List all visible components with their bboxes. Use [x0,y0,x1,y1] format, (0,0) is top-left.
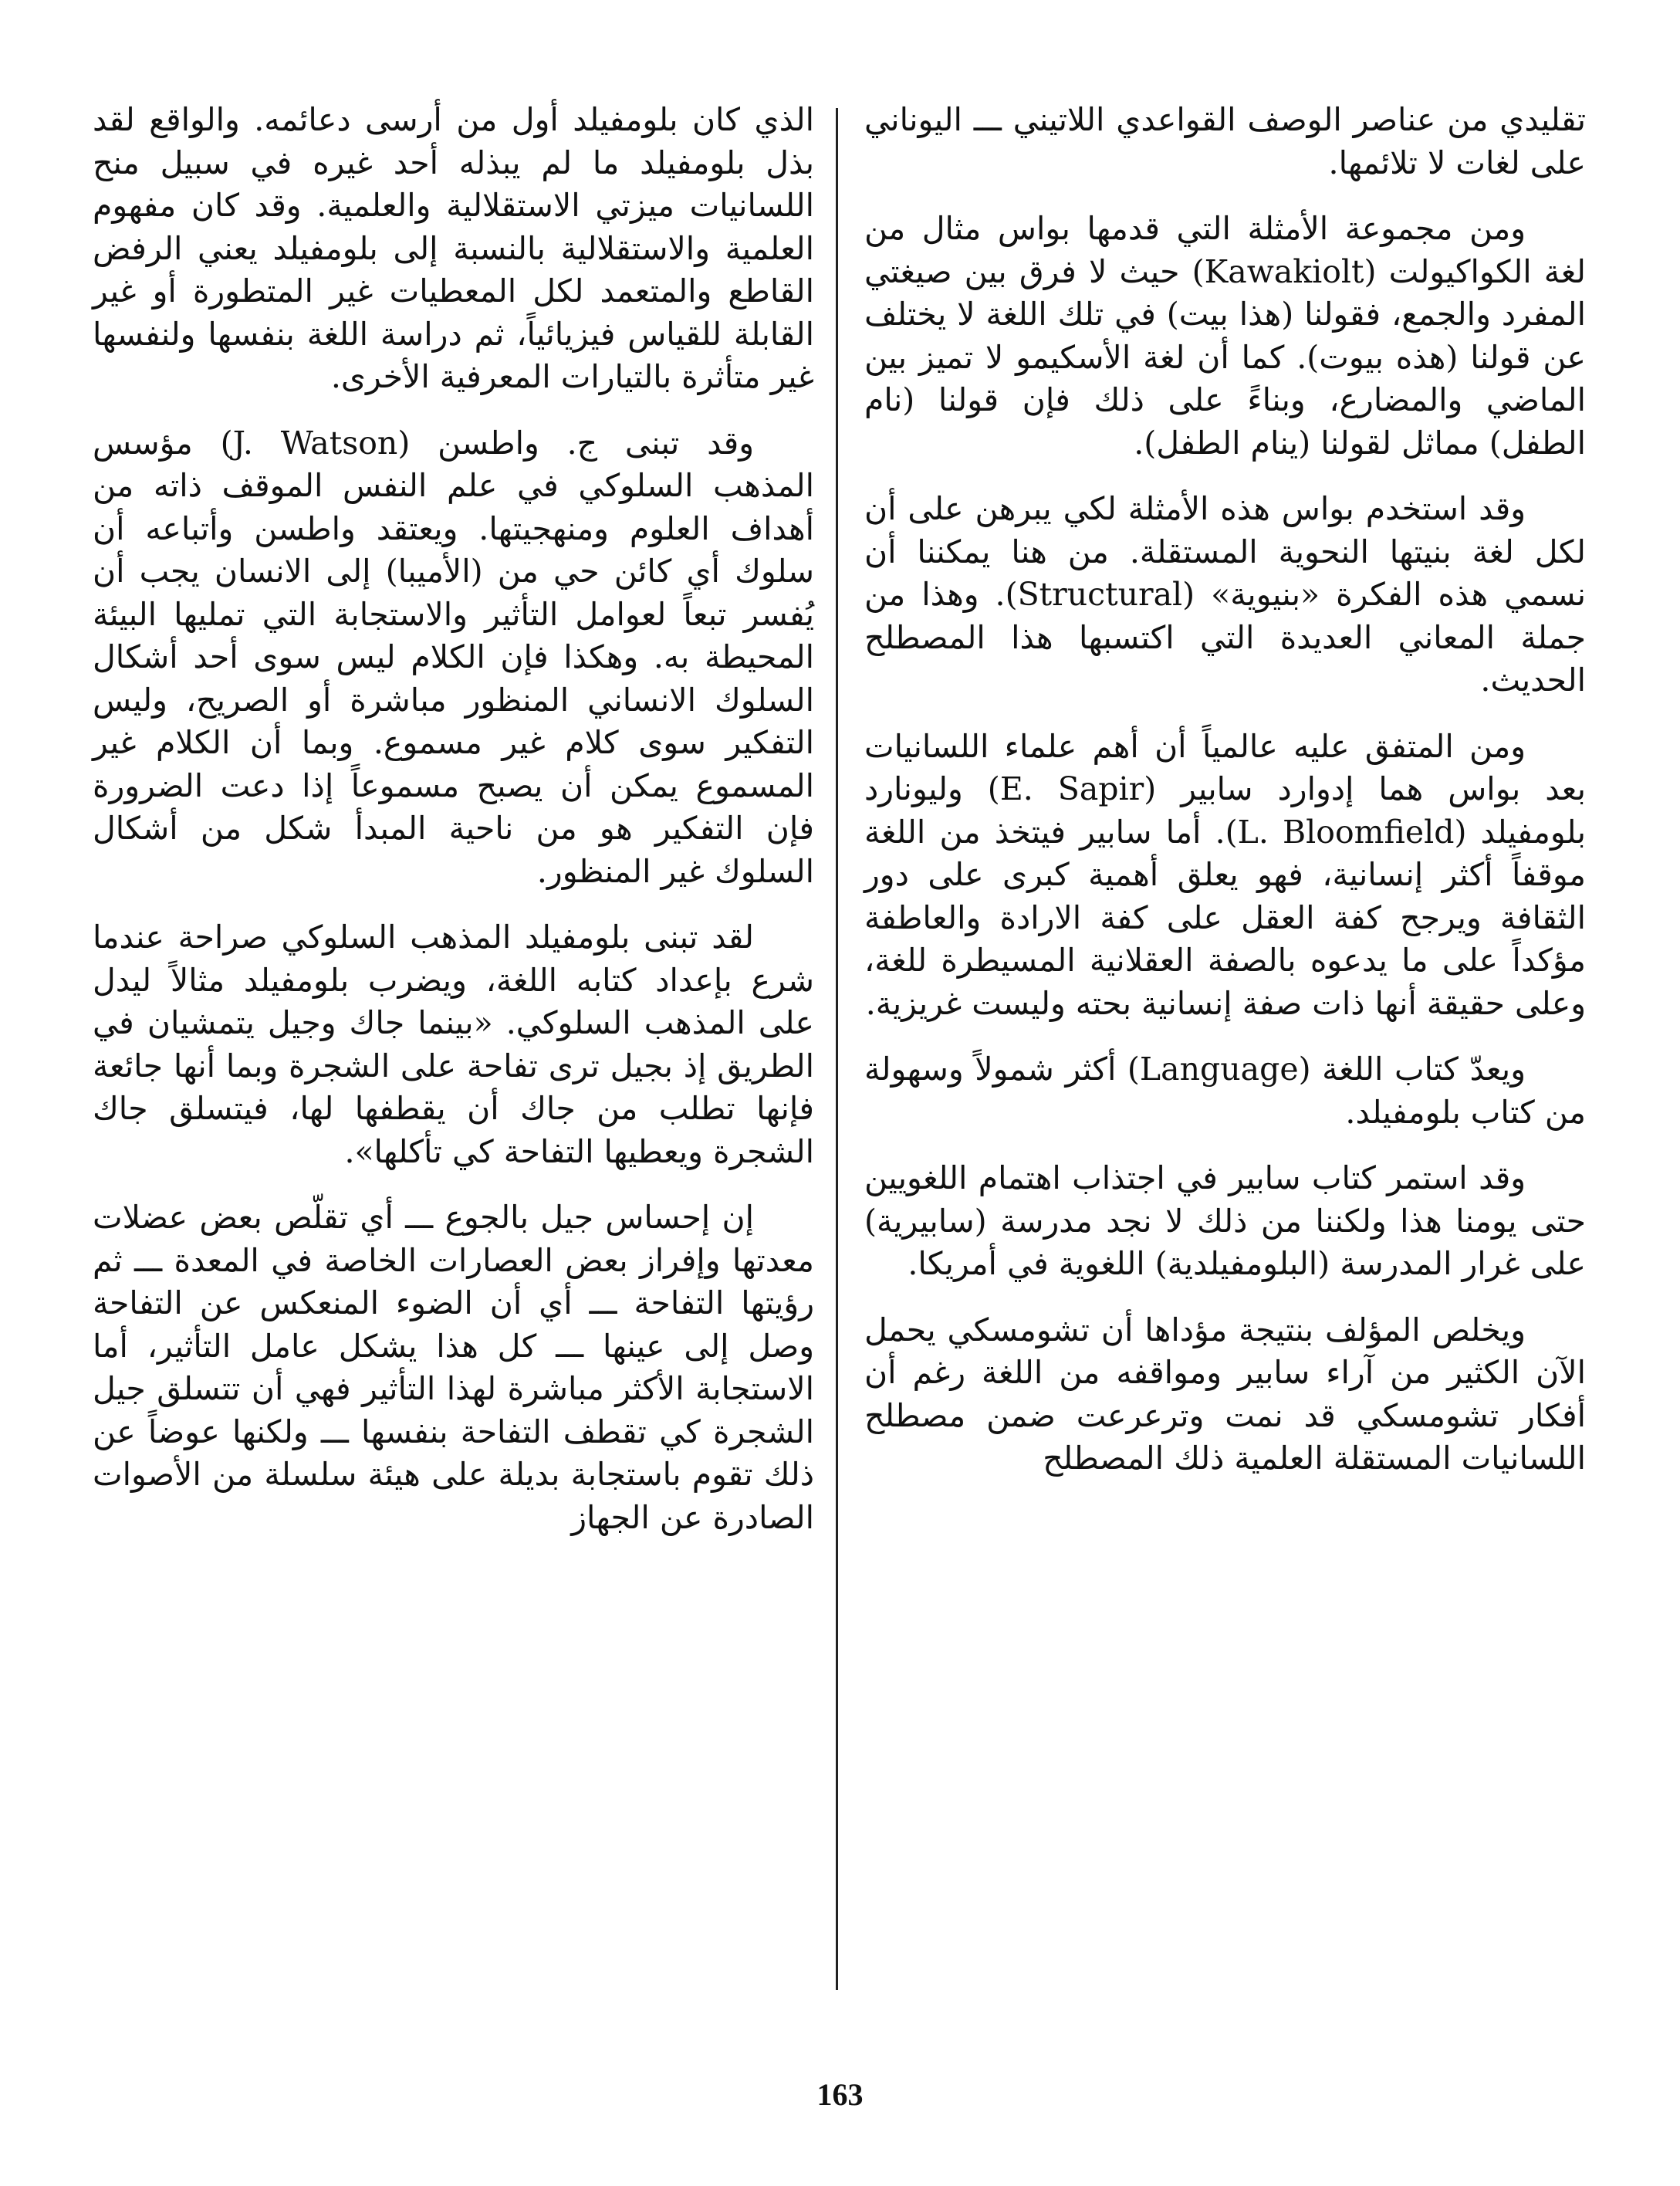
paragraph: ويعدّ كتاب اللغة (Language) أكثر شمولاً وسهولة من كتاب بلومفيلد. [864,1051,1586,1131]
paragraph: ويخلص المؤلف بنتيجة مؤداها أن تشومسكي يحمل الآن الكثير من آراء سابير ومواقفه من اللغة رغم أن أفكار تشومسكي قد نمت وترعرعت ضمن مصطلح اللسانيات المستقلة العلمية ذلك المصطلح [864,1311,1586,1477]
column-divider [836,108,838,1990]
paragraph: وقد استمر كتاب سابير في اجتذاب اهتمام اللغويين حتى يومنا هذا ولكننا من ذلك لا نجد مدرسة (سابيرية) على غرار المدرسة (البلومفيلدية) اللغوية في أمريكا. [864,1159,1586,1282]
page-number: 163 [816,2077,864,2112]
paragraph: ومن مجموعة الأمثلة التي قدمها بواس مثال من لغة الكواكيولت (Kawakiolt) حيث لا فرق بين صيغتي المفرد والجمع، فقولنا (هذا بيت) في تلك اللغة لا يختلف عن قولنا (هذه بيوت). كما أن لغة الأسكيمو لا تميز بين الماضي والمضارع، وبناءً على ذلك فإن قولنا (نام الطفل) مماثل لقولنا (ينام الطفل). [864,210,1586,462]
paragraph: لقد تبنى بلومفيلد المذهب السلوكي صراحة عندما شرع بإعداد كتابه اللغة، ويضرب بلومفيلد مثالاً ليدل على المذهب السلوكي. «بينما جاك وجيل يتمشيان في الطريق إذ بجيل ترى تفاحة على الشجرة وبما أنها جائعة فإنها تطلب من جاك أن يقطفها لها، فيتسلق جاك الشجرة ويعطيها التفاحة كي تأكلها». [93,919,814,1170]
paragraph: الذي كان بلومفيلد أول من أرسى دعائمه. والواقع لقد بذل بلومفيلد ما لم يبذله أحد غيره في سبيل منح اللسانيات ميزتي الاستقلالية والعلمية. وقد كان مفهوم العلمية والاستقلالية بالنسبة إلى بلومفيلد يعني الرفض القاطع والمتعمد لكل المعطيات غير المتطورة أو غير القابلة للقياس فيزيائياً، ثم دراسة اللغة بنفسها ولنفسها غير متأثرة بالتيارات المعرفية الأخرى. [93,101,814,395]
paragraph: تقليدي من عناصر الوصف القواعدي اللاتيني ـــ اليوناني على لغات لا تلائمها. [864,101,1586,181]
paragraph: وقد استخدم بواس هذه الأمثلة لكي يبرهن على أن لكل لغة بنيتها النحوية المستقلة. من هنا يمكننا أن نسمي هذه الفكرة «بنيوية» (Structural). وهذا من جملة المعاني العديدة التي اكتسبها هذا المصطلح الحديث. [864,490,1586,699]
right-text-column [864,99,1586,1504]
paragraph: إن إحساس جيل بالجوع ـــ أي تقلّص بعض عضلات معدتها وإفراز بعض العصارات الخاصة في المعدة ـــ ثم رؤيتها التفاحة ـــ أي أن الضوء المنعكس عن التفاحة وصل إلى عينها ـــ كل هذا يشكل عامل التأثير، أما الاستجابة الأكثر مباشرة لهذا التأثير فهي أن تتسلق جيل الشجرة كي تقطف التفاحة بنفسها ـــ ولكنها عوضاً عن ذلك تقوم باستجابة بديلة على هيئة سلسلة من الأصوات الصادرة عن الجهاز [93,1199,814,1536]
paragraph: ومن المتفق عليه عالمياً أن أهم علماء اللسانيات بعد بواس هما إدوارد سابير (E. Sapir) وليونارد بلومفيلد (L. Bloomfield). أما سابير فيتخذ من اللغة موقفاً أكثر إنسانية، فهو يعلق أهمية كبرى على دور الثقافة ويرجح كفة العقل على كفة الارادة والعاطفة مؤكداً على ما يدعوه بالصفة العقلانية المسيطرة للغة، وعلى حقيقة أنها ذات صفة إنسانية بحته وليست غريزية. [864,727,1587,1022]
paragraph: وقد تبنى ج. واطسن (J. Watson) مؤسس المذهب السلوكي في علم النفس الموقف ذاته من أهداف العلوم ومنهجيتها. ويعتقد واطسن وأتباعه أن سلوك أي كائن حي من (الأميبا) إلى الانسان يجب أن يُفسر تبعاً لعوامل التأثير والاستجابة التي تمليها البيئة المحيطة به. وهكذا فإن الكلام ليس سوى أحد أشكال السلوك الانساني المنظور مباشرة أو الصريح، وليس التفكير سوى كلام غير مسموع. وبما أن الكلام غير المسموع يمكن أن يصبح مسموعاً إذا دعت الضرورة فإن التفكير هو من ناحية المبدأ شكل من أشكال السلوك غير المنظور. [93,424,814,890]
left-text-column [93,99,814,1562]
